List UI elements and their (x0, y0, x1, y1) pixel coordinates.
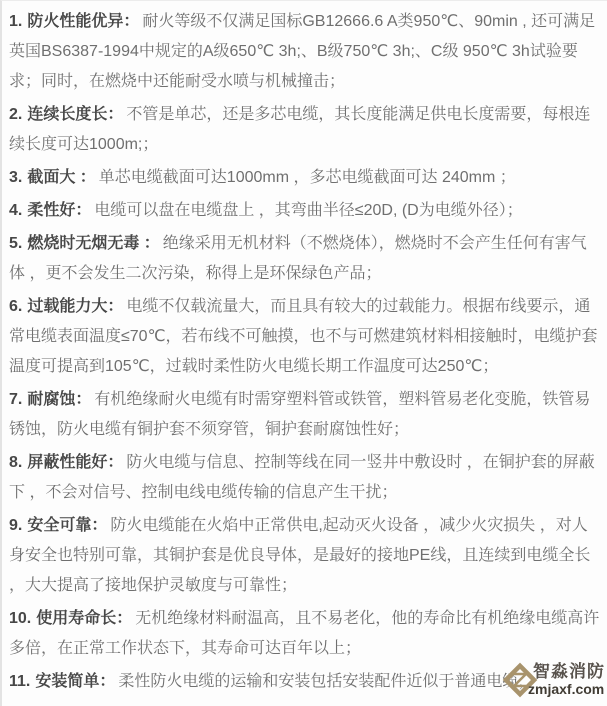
feature-list (2, 1, 607, 697)
item-title: 防火性能优异： (27, 13, 140, 30)
item-title: 柔性好： (27, 202, 92, 219)
item-body: 无机绝缘材料耐温高，且不易老化，他的寿命比有机绝缘电缆高许多倍，在正常工作状态下，其寿命可达百年以上； (9, 610, 600, 657)
list-item (9, 604, 601, 664)
item-title: 安全可靠： (27, 517, 108, 534)
watermark-brand: 智淼消防 (533, 662, 605, 681)
item-body: 电缆可以盘在电缆盘上 ，其弯曲半径≤20D, (D为电缆外径）； (94, 202, 523, 219)
list-item (9, 385, 601, 445)
list-item (9, 196, 601, 226)
item-title: 截面大 ： (27, 169, 96, 186)
item-number: 7. (9, 391, 23, 408)
list-item (9, 7, 601, 97)
item-body: 防火电缆能在火焰中正常供电,起动灭火设备 ，减少火灾损失 ，对人身安全也特别可靠，其铜护套是优良导体，是最好的接地PE线，且连续到电缆全长 ，大大提高了接地保护灵敏度与可靠性； (9, 517, 591, 594)
list-item (9, 511, 601, 601)
item-body: 绝缘采用无机材料（不燃烧体），燃烧时不会产生任何有害气体 ，更不会发生二次污染，称得上是环保绿色产品； (9, 235, 587, 282)
item-number: 9. (9, 517, 23, 534)
item-body: 耐火等级不仅满足国标GB12666.6 A类950℃、90min , 还可满足英国BS6387-1994中规定的A级650℃ 3h;、B级750℃ 3h;、C级 950℃ 3h试验要求；同时，在燃烧中还能耐受水喷与机械撞击； (9, 13, 596, 90)
item-title: 屏蔽性能好： (27, 454, 124, 471)
list-item (9, 292, 601, 382)
item-title: 安装简单： (35, 673, 116, 690)
item-body: 不管是单芯，还是多芯电缆，其长度能满足供电长度需要，每根连续长度可达1000m;； (9, 106, 591, 153)
watermark-url: zmjaxf.com (528, 681, 605, 697)
item-number: 11. (9, 673, 31, 690)
item-number: 1. (9, 13, 23, 30)
item-body: 单芯电缆截面可达1000mm ，多芯电缆截面可达 240mm ； (98, 169, 516, 186)
item-title: 连续长度长： (27, 106, 124, 123)
item-title: 燃烧时无烟无毒 ： (27, 235, 160, 252)
list-item (9, 229, 601, 289)
item-number: 4. (9, 202, 23, 219)
item-body: 有机绝缘耐火电缆有时需穿塑料管或铁管，塑料管易老化变脆，铁管易锈蚀，防火电缆有铜护套不须穿管，铜护套耐腐蚀性好； (9, 391, 591, 438)
list-item (9, 163, 601, 193)
item-body: 防火电缆与信息、控制等线在同一竖井中敷设时 ，在铜护套的屏蔽下 ，不会对信号、控制电线电缆传输的信息产生干扰； (9, 454, 595, 501)
item-number: 2. (9, 106, 23, 123)
item-body: 柔性防火电缆的运输和安装包括安装配件近似于普通电缆， (118, 673, 535, 690)
watermark (500, 660, 605, 700)
item-number: 6. (9, 298, 23, 315)
item-number: 10. (9, 610, 32, 627)
item-number: 3. (9, 169, 23, 186)
item-title: 使用寿命长： (36, 610, 133, 627)
item-number: 5. (9, 235, 23, 252)
item-number: 8. (9, 454, 23, 471)
item-body: 电缆不仅载流量大，而且具有较大的过载能力。根据布线要示，通常电缆表面温度≤70℃，若布线不可触摸，也不与可燃建筑材料相接触时，电缆护套温度可提高到105℃，过载时柔性防火电缆长期工作温度可达250℃； (9, 298, 598, 375)
list-item (9, 448, 601, 508)
item-title: 耐腐蚀： (27, 391, 92, 408)
list-item (9, 100, 601, 160)
item-title: 过载能力大： (27, 298, 124, 315)
watermark-text (528, 662, 605, 698)
